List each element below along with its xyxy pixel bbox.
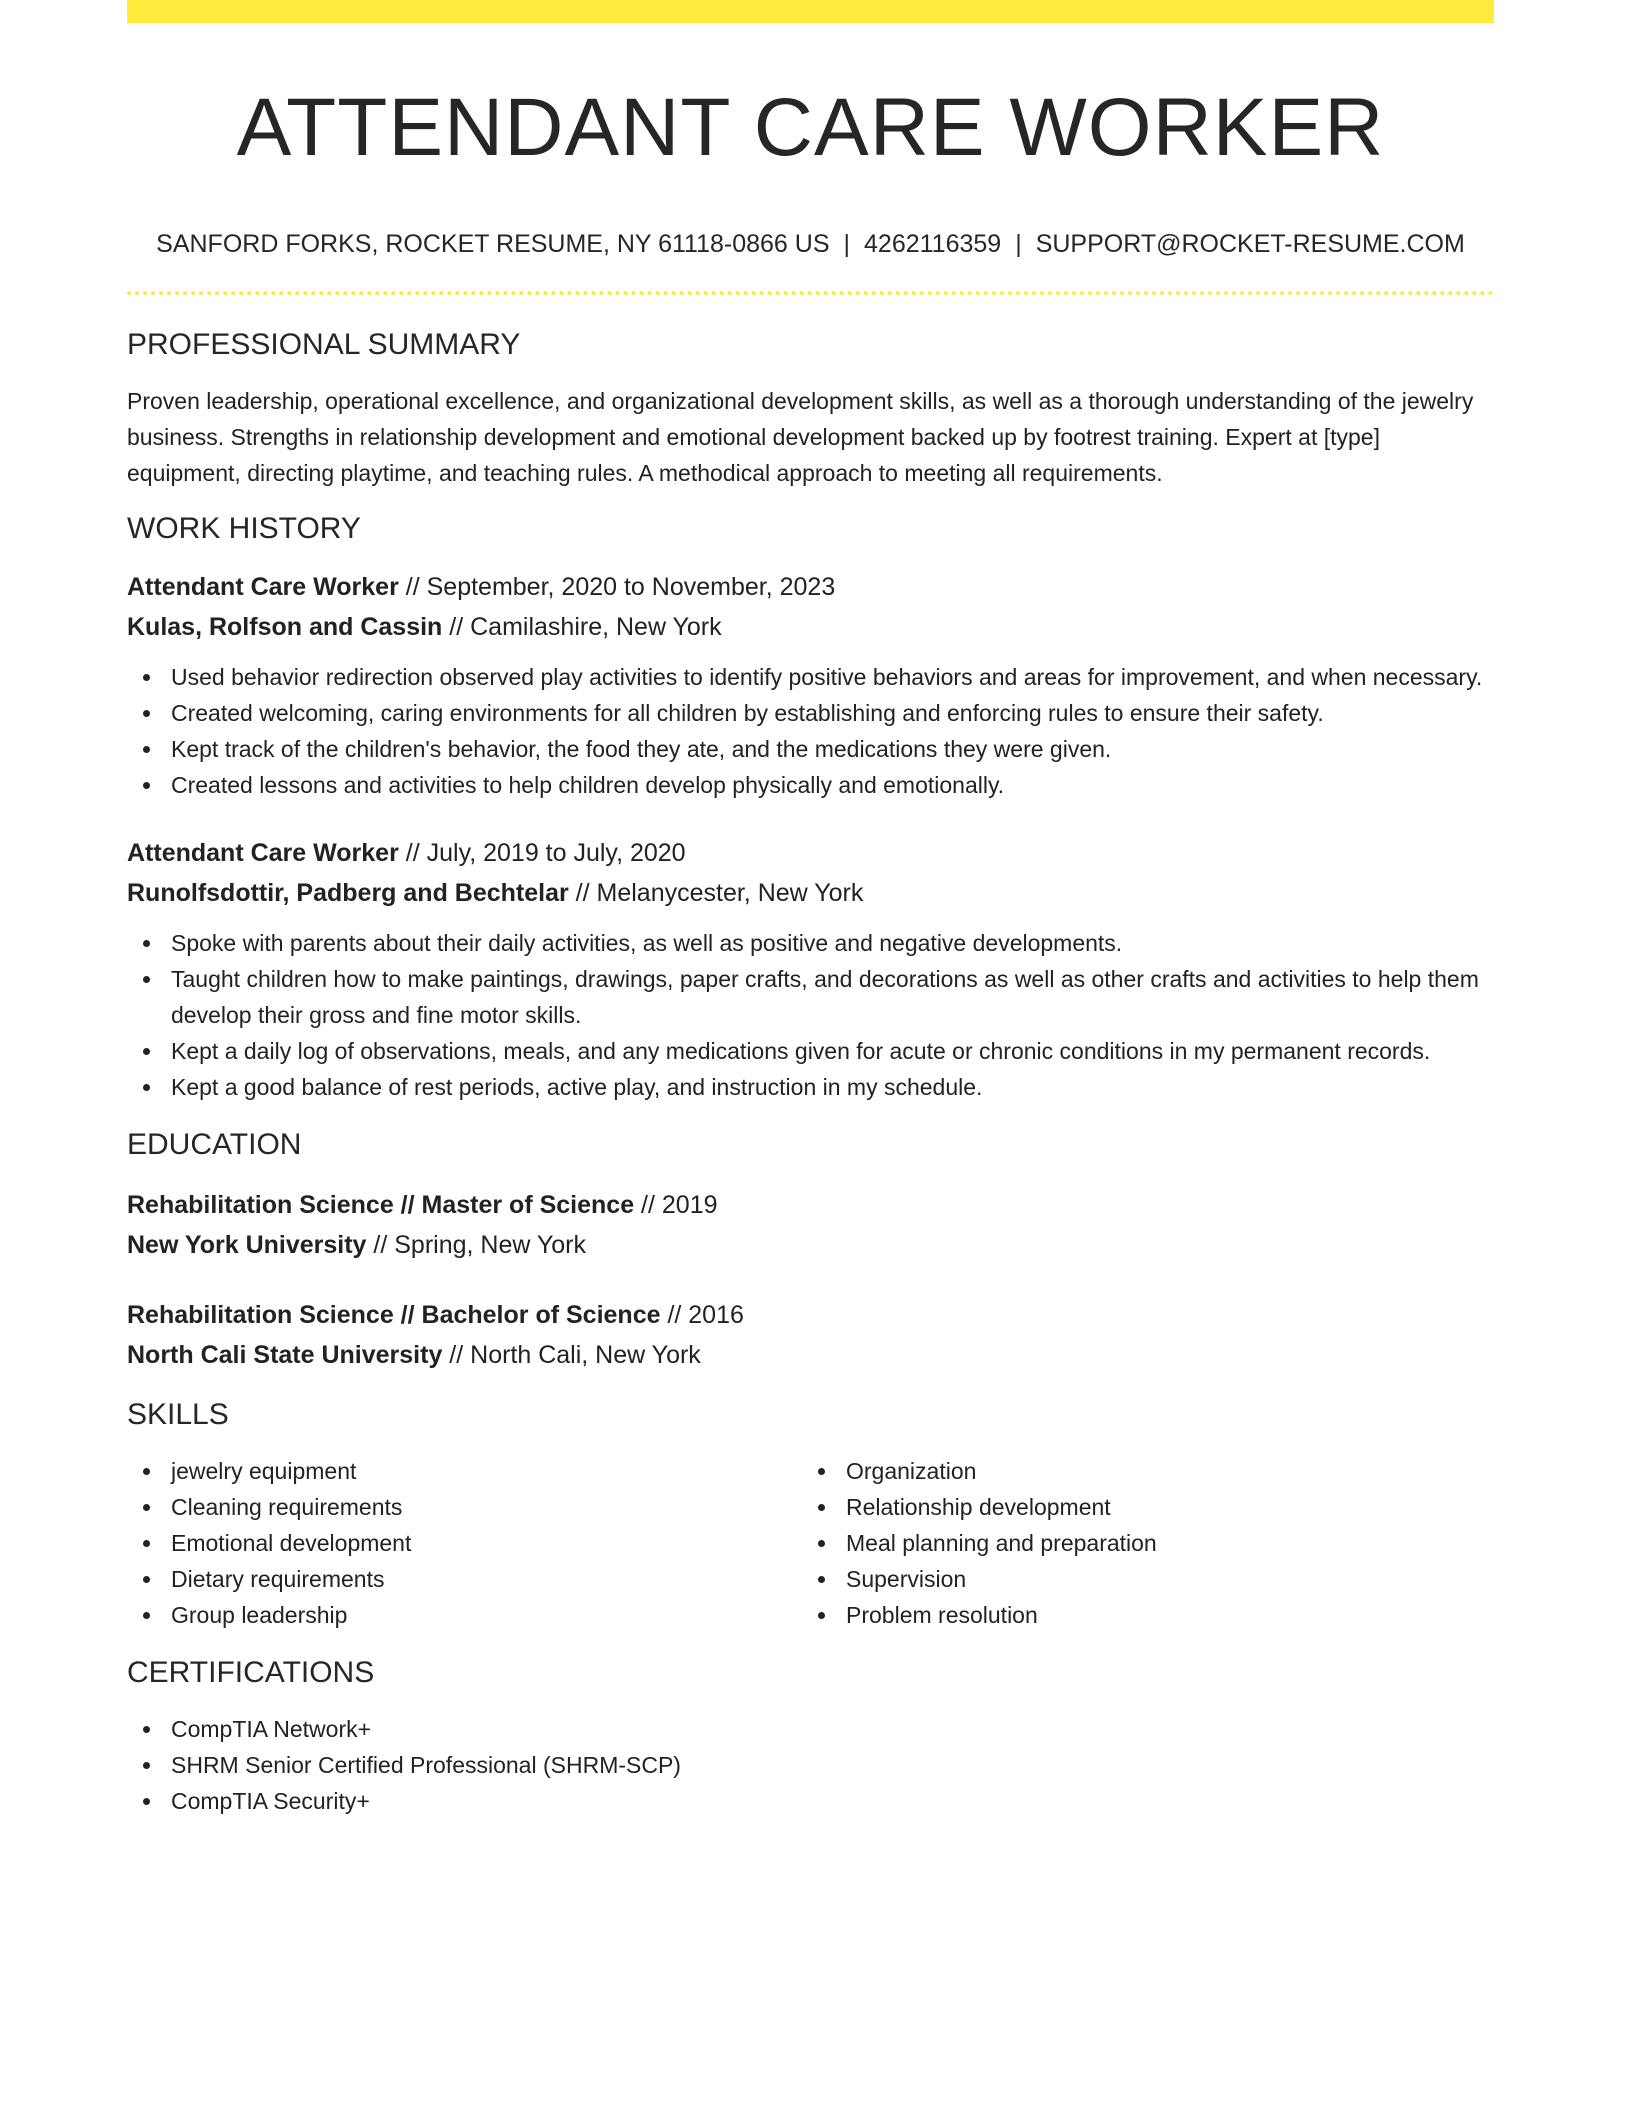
job-role: Attendant Care Worker <box>127 573 399 601</box>
section-title-skills: SKILLS <box>127 1398 229 1431</box>
education-entry <box>127 1185 1494 1265</box>
list-item: Cleaning requirements <box>127 1489 802 1525</box>
contact-phone: 4262116359 <box>864 230 1002 258</box>
contact-line <box>127 228 1494 260</box>
education-school-line <box>127 1335 1494 1375</box>
section-title-work-history: WORK HISTORY <box>127 512 361 545</box>
education-year: // 2016 <box>660 1301 744 1329</box>
list-item: Relationship development <box>802 1489 1477 1525</box>
job-role: Attendant Care Worker <box>127 839 399 867</box>
list-item: Kept track of the children's behavior, the food they ate, and the medications they were given. <box>127 731 1494 767</box>
education-location: // Spring, New York <box>366 1231 587 1259</box>
education-school: North Cali State University <box>127 1341 443 1369</box>
list-item: Kept a daily log of observations, meals, and any medications given for acute or chronic conditions in my permanent records. <box>127 1033 1494 1069</box>
list-item: Supervision <box>802 1561 1477 1597</box>
job-bullets <box>127 659 1494 803</box>
list-item: CompTIA Security+ <box>127 1783 1494 1819</box>
list-item: Used behavior redirection observed play activities to identify positive behaviors and areas for improvement, and when necessary. <box>127 659 1494 695</box>
job-location: // Melanycester, New York <box>568 879 864 907</box>
job-company-line <box>127 873 1494 913</box>
education-degree-line <box>127 1185 1494 1225</box>
education-degree: Rehabilitation Science // Master of Science <box>127 1191 635 1219</box>
list-item: CompTIA Network+ <box>127 1711 1494 1747</box>
list-item: Spoke with parents about their daily activities, as well as positive and negative developments. <box>127 925 1494 961</box>
skills-column-left <box>127 1453 802 1633</box>
list-item: Emotional development <box>127 1525 802 1561</box>
section-title-education: EDUCATION <box>127 1128 302 1161</box>
education-location: // North Cali, New York <box>442 1341 701 1369</box>
contact-separator: | <box>843 230 851 258</box>
list-item: Meal planning and preparation <box>802 1525 1477 1561</box>
contact-address: SANFORD FORKS, ROCKET RESUME, NY 61118-0866 US <box>156 230 830 258</box>
job-dates: // September, 2020 to November, 2023 <box>398 573 836 601</box>
skills-column-right <box>802 1453 1477 1633</box>
job-company-line <box>127 607 1494 647</box>
contact-separator: | <box>1015 230 1022 258</box>
list-item: jewelry equipment <box>127 1453 802 1489</box>
job-dates: // July, 2019 to July, 2020 <box>398 839 686 867</box>
education-degree-line <box>127 1295 1494 1335</box>
list-item: Organization <box>802 1453 1477 1489</box>
list-item: Created welcoming, caring environments for all children by establishing and enforcing rules to ensure their safety. <box>127 695 1494 731</box>
education-school: New York University <box>127 1231 367 1259</box>
education-school-line <box>127 1225 1494 1265</box>
resume-content <box>127 0 1494 1819</box>
certifications-list <box>127 1711 1494 1819</box>
job-company: Kulas, Rolfson and Cassin <box>127 613 443 641</box>
list-item: Problem resolution <box>802 1597 1477 1633</box>
candidate-title: ATTENDANT CARE WORKER <box>236 82 1385 173</box>
list-item: Created lessons and activities to help children develop physically and emotionally. <box>127 767 1494 803</box>
education-degree: Rehabilitation Science // Bachelor of Science <box>127 1301 661 1329</box>
job-company: Runolfsdottir, Padberg and Bechtelar <box>127 879 569 907</box>
list-item: Group leadership <box>127 1597 802 1633</box>
section-title-certifications: CERTIFICATIONS <box>127 1656 375 1689</box>
summary-text: Proven leadership, operational excellence, and organizational development skills, as well as a thorough understanding of the jewelry business. Strengths in relationship development and emotional development backed up by footrest training. Expert at [type] equipment, directing playtime, and teaching rules. A methodical approach to meeting all requirements. <box>127 388 1474 486</box>
list-item: Dietary requirements <box>127 1561 802 1597</box>
skills-grid <box>127 1453 1494 1633</box>
job-entry <box>127 567 1494 803</box>
list-item: SHRM Senior Certified Professional (SHRM-SCP) <box>127 1747 1494 1783</box>
dotted-divider <box>127 291 1494 295</box>
contact-email: SUPPORT@ROCKET-RESUME.COM <box>1035 230 1465 258</box>
job-entry <box>127 833 1494 1105</box>
job-role-line <box>127 567 1494 607</box>
job-bullets <box>127 925 1494 1105</box>
education-year: // 2019 <box>634 1191 718 1219</box>
education-entry <box>127 1295 1494 1375</box>
job-role-line <box>127 833 1494 873</box>
list-item: Kept a good balance of rest periods, active play, and instruction in my schedule. <box>127 1069 1494 1105</box>
list-item: Taught children how to make paintings, drawings, paper crafts, and decorations as well as other crafts and activities to help them develop their gross and fine motor skills. <box>127 961 1494 1033</box>
job-location: // Camilashire, New York <box>442 613 722 641</box>
section-title-summary: PROFESSIONAL SUMMARY <box>127 328 521 361</box>
